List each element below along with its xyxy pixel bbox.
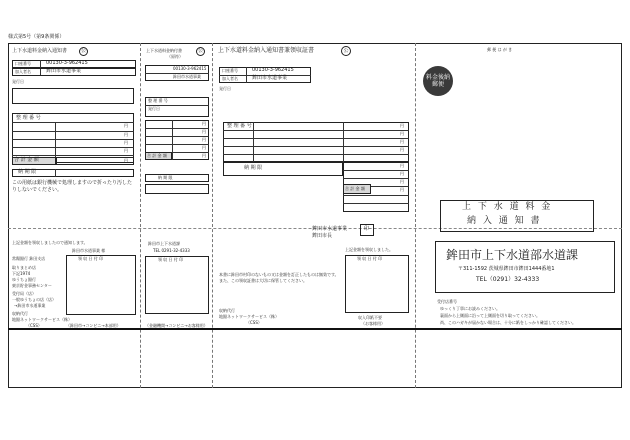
due-date-label: 納 期 限	[18, 169, 37, 175]
routing-note: （金融機関→コンビニ→お客様用）	[145, 323, 208, 328]
total-label: 合 計 金 額	[14, 157, 39, 163]
total-label: 合 計 金 額	[345, 186, 365, 191]
due-date-label: 納 期 限	[158, 175, 173, 180]
no-stamp-note: 収入印紙不要	[358, 315, 382, 320]
due-date-row	[223, 162, 343, 176]
receipt-stamp-box	[345, 255, 409, 313]
perforation-line	[140, 43, 141, 388]
address-box	[12, 88, 134, 104]
bottom-rule	[8, 328, 622, 330]
circle-mark-icon: 公	[80, 48, 86, 54]
issue-date-label: 発行日	[219, 86, 231, 91]
total-label: 合 計 金 額	[147, 153, 167, 158]
payee-name: 鉾田市水道事業	[46, 68, 82, 74]
panel-title: 上下水道料金納入通知書	[12, 48, 68, 54]
addressee: 鉾田市水道事業 様	[72, 248, 106, 253]
panel-title: 上下水道料金納付書	[146, 48, 182, 53]
routing-note: （鉾田市→コンビニ→本部用）	[66, 323, 121, 328]
due-date-row	[145, 174, 209, 182]
issue-date-label: 発行日	[12, 79, 24, 84]
office-tel: TEL 0291-32-4333	[153, 248, 190, 253]
postage-paid-seal: 料金後納 郵便	[423, 66, 453, 96]
office-name: 鉾田市水道事業	[312, 226, 348, 232]
perforation-line	[415, 43, 416, 388]
circle-mark-icon: 公	[197, 48, 203, 54]
receipt-stamp-box	[66, 255, 136, 315]
form-number: 様式第5号（第9条関係）	[8, 34, 65, 40]
cover-subheading: 納 入 通 知 書	[467, 216, 542, 226]
ref-number-label: 整 理 番 号	[16, 115, 41, 121]
account-number: 00130-3-962415	[173, 66, 207, 71]
handling-note: この用紙は銀行機械で処理しますので折ったり汚したりしないでください。	[12, 180, 133, 193]
validity-note: 本書に鉾田市村印のないもの又は金額を訂正したものは無効です。また、この領収証書は大切に保管してください。	[219, 272, 339, 283]
receipt-notice: 上記金額を領収しましたので通知します。	[12, 240, 88, 245]
office-head: 鉾田市長	[312, 233, 333, 239]
cover-heading: 上 下 水 道 料 金	[462, 202, 553, 212]
panel-title: 上下水道料金納入通知書兼領収証書	[218, 47, 315, 54]
postcard-label: 郵 便 は が き	[487, 47, 513, 52]
sender-org: 鉾田市上下水道部水道課	[446, 248, 579, 262]
sender-address: 〒311-1592 茨城県鉾田市鉾田1444番地1	[458, 266, 555, 272]
circle-mark-icon: 公	[341, 46, 351, 56]
perforation-line	[212, 43, 213, 388]
payee-name: 鉾田市水道事業	[252, 75, 288, 81]
total-amount-cell	[56, 157, 134, 165]
account-number: 00130-3-962415	[252, 67, 294, 73]
sender-tel: TEL（0291）32-4333	[476, 276, 540, 283]
notes-title: 受付店番号	[437, 299, 457, 304]
seal-mark: 印	[364, 226, 370, 232]
account-number: 00130-3-962415	[46, 60, 88, 66]
office-name: 鉾田市上下水道課	[148, 241, 180, 246]
receipt-stamp-box	[145, 256, 209, 314]
receipt-notice: 上記金額を領収しました。	[345, 247, 393, 252]
due-date-label: 納 期 限	[244, 165, 263, 171]
payee-name: 鉾田市水道事業	[173, 74, 201, 79]
ref-number-label: 整 理 番 号	[227, 123, 252, 129]
